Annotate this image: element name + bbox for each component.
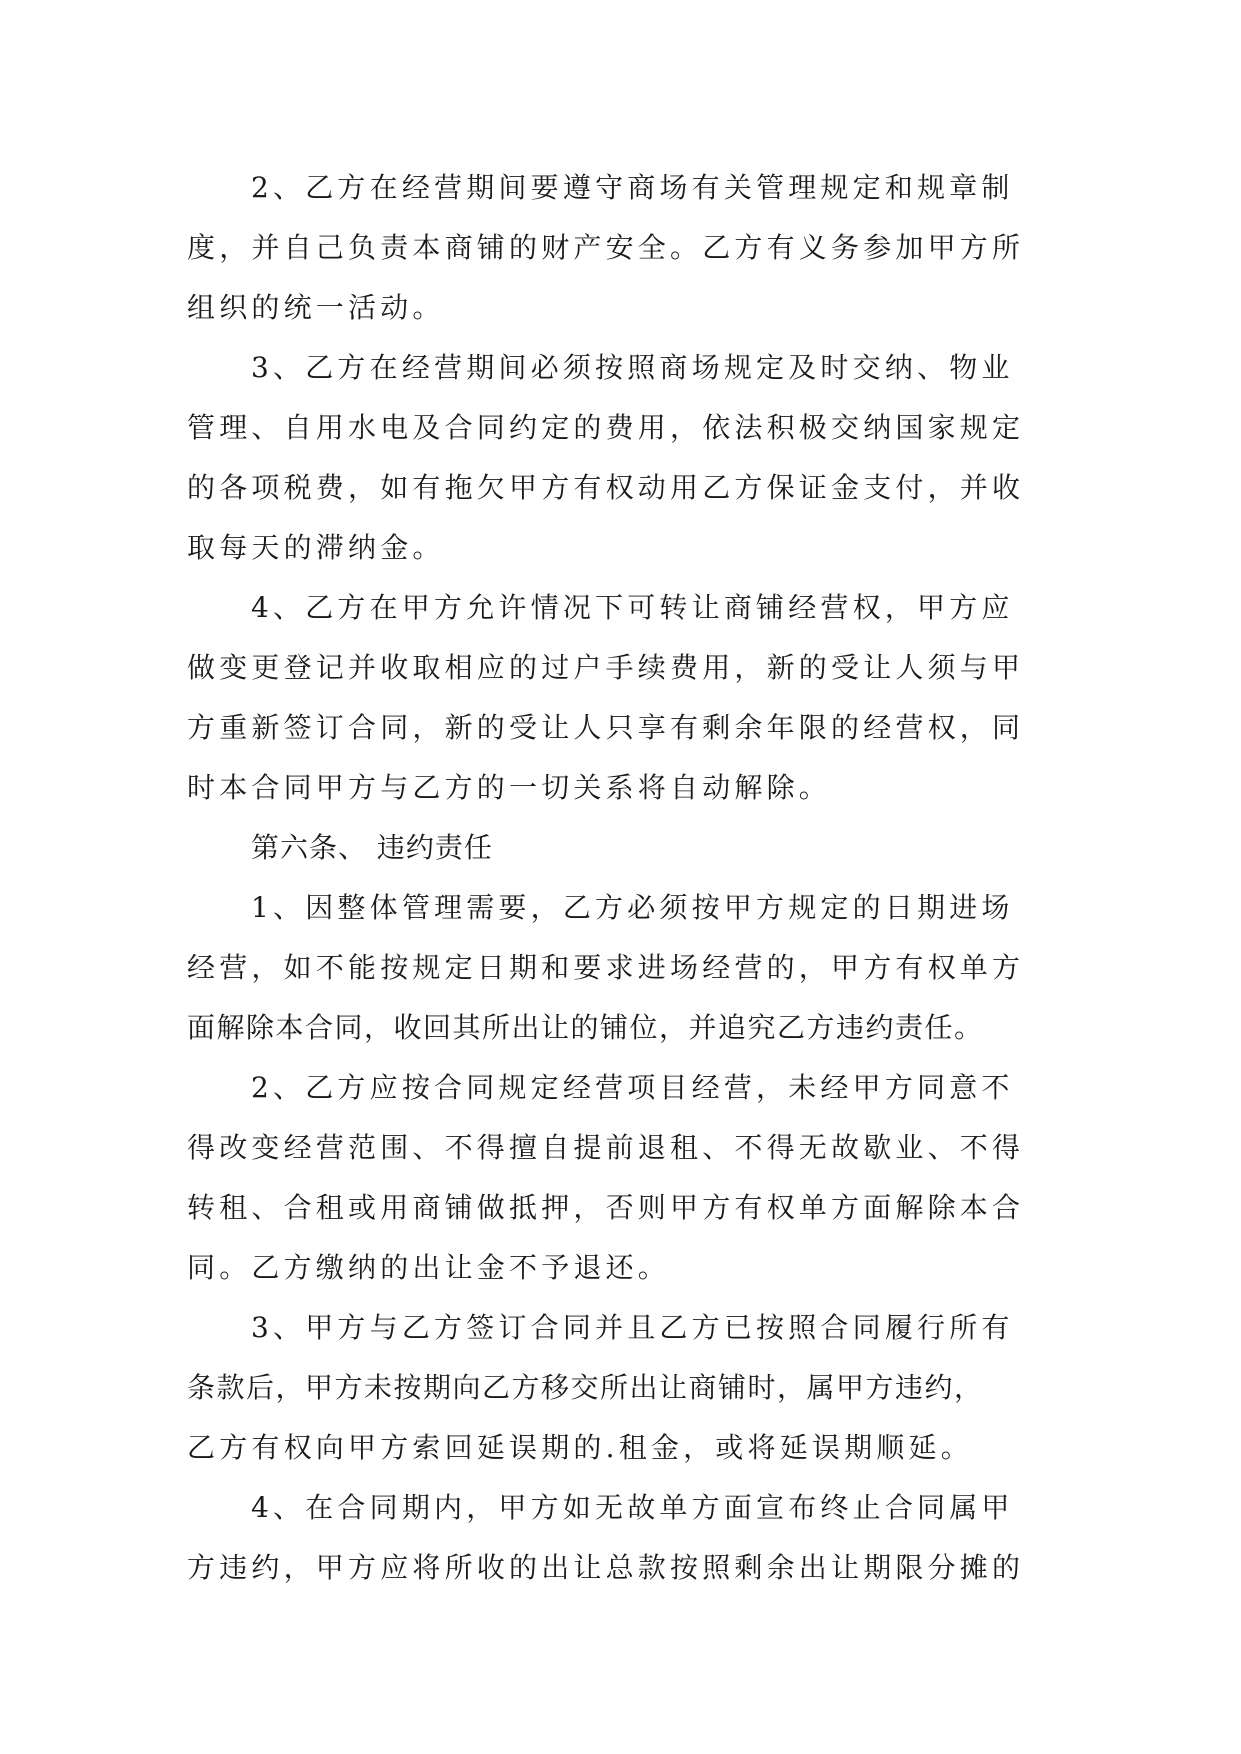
paragraph-line: 组织的统一活动。 xyxy=(187,291,445,324)
paragraph-line: 做变更登记并收取相应的过户手续费用，新的受让人须与甲 xyxy=(187,651,1025,684)
paragraph-line: 时本合同甲方与乙方的一切关系将自动解除。 xyxy=(187,771,832,804)
paragraph-line: 方违约，甲方应将所收的出让总款按照剩余出让期限分摊的 xyxy=(187,1551,1025,1584)
paragraph-line: 的各项税费，如有拖欠甲方有权动用乙方保证金支付，并收 xyxy=(187,471,1025,504)
document-body xyxy=(187,158,1057,1598)
paragraph-line: 经营，如不能按规定日期和要求进场经营的，甲方有权单方 xyxy=(187,951,1025,984)
paragraph-line: 转租、合租或用商铺做抵押，否则甲方有权单方面解除本合 xyxy=(187,1191,1025,1224)
section-heading: 第六条、 违约责任 xyxy=(251,831,493,864)
paragraph-line: 3、甲方与乙方签订合同并且乙方已按照合同履行所有 xyxy=(251,1311,1014,1344)
paragraph-line: 同。乙方缴纳的出让金不予退还。 xyxy=(187,1251,671,1284)
paragraph-line: 乙方有权向甲方索回延误期的.租金，或将延误期顺延。 xyxy=(187,1431,973,1464)
paragraph-line: 4、乙方在甲方允许情况下可转让商铺经营权，甲方应 xyxy=(251,591,1014,624)
paragraph-line: 1、因整体管理需要，乙方必须按甲方规定的日期进场 xyxy=(251,891,1014,924)
paragraph-line: 3、乙方在经营期间必须按照商场规定及时交纳、物业 xyxy=(251,351,1014,384)
paragraph-line: 方重新签订合同，新的受让人只享有剩余年限的经营权，同 xyxy=(187,711,1025,744)
paragraph-line: 管理、自用水电及合同约定的费用，依法积极交纳国家规定 xyxy=(187,411,1025,444)
paragraph-line: 2、乙方应按合同规定经营项目经营，未经甲方同意不 xyxy=(251,1071,1014,1104)
paragraph-line: 2、乙方在经营期间要遵守商场有关管理规定和规章制 xyxy=(251,171,1014,204)
paragraph-line: 面解除本合同，收回其所出让的铺位，并追究乙方违约责任。 xyxy=(187,1011,984,1044)
paragraph-line: 4、在合同期内，甲方如无故单方面宣布终止合同属甲 xyxy=(251,1491,1014,1524)
paragraph-line: 条款后，甲方未按期向乙方移交所出让商铺时，属甲方违约， xyxy=(187,1371,984,1404)
paragraph-line: 取每天的滞纳金。 xyxy=(187,531,445,564)
paragraph-line: 度，并自己负责本商铺的财产安全。乙方有义务参加甲方所 xyxy=(187,231,1025,264)
paragraph-line: 得改变经营范围、不得擅自提前退租、不得无故歇业、不得 xyxy=(187,1131,1025,1164)
